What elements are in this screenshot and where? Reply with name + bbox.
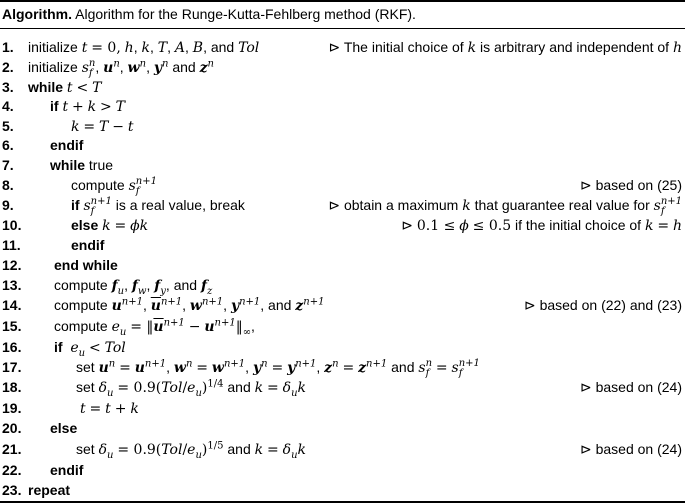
algorithm-caption [2,6,416,22]
line-code: set $u^n = u^{n+1}$, $w^n = w^{n+1}$, $y^n = y^{n+1}$, $z^n = z^{n+1}$ and s n f = s n+1 f [76,358,480,379]
line-number: 6. [2,137,14,153]
line-number: 23. [2,482,22,498]
line-code: initialize t = 0, h, k, T, A, B, and Tol [28,39,260,56]
line-code: endif [71,237,105,253]
algorithm-line-16 [0,339,685,359]
line-number: 16. [2,339,22,355]
algorithm-line-6 [0,137,685,157]
line-code: while t < T [28,79,102,96]
algorithm-line-5 [0,118,685,138]
line-comment: ⊳ obtain a maximum k that guarantee real value for s n+1 f [328,196,682,217]
line-number: 20. [2,420,22,436]
line-comment: ⊳ The initial choice of k is arbitrary and independent of h [328,39,682,56]
line-comment: ⊳ 0.1 ≤ ϕ ≤ 0.5 if the initial choice of k = h [401,217,682,234]
line-code: compute $e_u$ = $‖\overline{u}^{n+1}$ − $u^{n+1}‖_\infty$, [54,317,255,338]
line-number: 12. [2,257,22,273]
line-code: set $\delta_u = 0.9(Tol/e_u)^{1/5}$ and $k = \delta_uk$ [76,440,306,461]
algorithm-line-20 [0,420,685,440]
algorithm-line-1 [0,39,685,59]
line-code: if $e_u$ < Tol [54,339,126,359]
line-comment: ⊳ based on (24) [579,441,682,457]
line-code: repeat [28,482,71,498]
algorithm-line-19 [0,400,685,420]
algorithm-line-22 [0,462,685,482]
line-code: k = T − t [71,119,134,135]
line-number: 14. [2,297,22,313]
line-number: 22. [2,462,22,478]
algorithm-line-23 [0,482,685,498]
line-code: initialize s n f , $u^n$, $w^n$, $y^n$ and $z^n$ [28,58,214,79]
line-code: while true [50,157,114,173]
line-comment: ⊳ based on (22) and (23) [523,297,682,313]
line-code: endif [50,137,84,153]
algorithm-line-4 [0,98,685,118]
line-number: 4. [2,98,14,114]
algorithm-line-11 [0,237,685,257]
algorithm-line-15 [0,318,685,338]
line-code: if t + k > T [50,98,125,115]
line-number: 11. [2,237,21,253]
line-code: compute s n+1 f [71,176,157,197]
line-code: else k = ϕk [71,217,149,234]
line-number: 15. [2,318,22,334]
line-number: 2. [2,59,14,75]
line-comment: ⊳ based on (25) [579,177,682,193]
line-code: set $\delta_u = 0.9(Tol/e_u)^{1/4}$ and $k = \delta_uk$ [76,378,306,399]
line-code: if s n+1 f is a real value, break [71,196,245,217]
top-rule [0,0,685,2]
algorithm-line-17 [0,359,685,379]
line-number: 10. [2,217,22,233]
line-code: t = t + k [80,401,139,417]
caption-rule [0,28,685,29]
algorithm-line-21 [0,441,685,461]
line-code: compute $f_u$, $f_w$, $f_y$, and $f_z$ [54,277,213,297]
line-code: end while [54,257,118,273]
line-code: else [50,420,78,436]
algorithm-line-8 [0,177,685,197]
caption-text: Algorithm for the Runge-Kutta-Fehlberg method (RKF). [75,6,416,22]
algorithm-line-3 [0,79,685,99]
algorithm-line-12 [0,257,685,277]
line-number: 8. [2,177,14,193]
line-comment: ⊳ based on (24) [579,379,682,395]
algorithm-line-7 [0,157,685,177]
line-number: 21. [2,441,22,457]
line-number: 18. [2,379,22,395]
algorithm-line-18 [0,379,685,399]
line-number: 7. [2,157,14,173]
line-number: 17. [2,359,22,375]
line-number: 9. [2,197,14,213]
line-number: 13. [2,277,22,293]
algorithm-line-13 [0,277,685,297]
line-code: endif [50,462,84,478]
algorithm-line-2 [0,59,685,79]
algorithm-line-10 [0,217,685,237]
line-number: 3. [2,79,14,95]
line-number: 19. [2,400,22,416]
line-code: compute $u^{n+1}$, $\overline{u}^{n+1}$, $w^{n+1}$, $y^{n+1}$, and $z^{n+1}$ [54,296,325,314]
algorithm-line-14 [0,297,685,317]
algorithm-line-9 [0,197,685,217]
caption-label: Algorithm. [2,6,72,22]
line-number: 1. [2,39,14,55]
line-number: 5. [2,118,14,134]
